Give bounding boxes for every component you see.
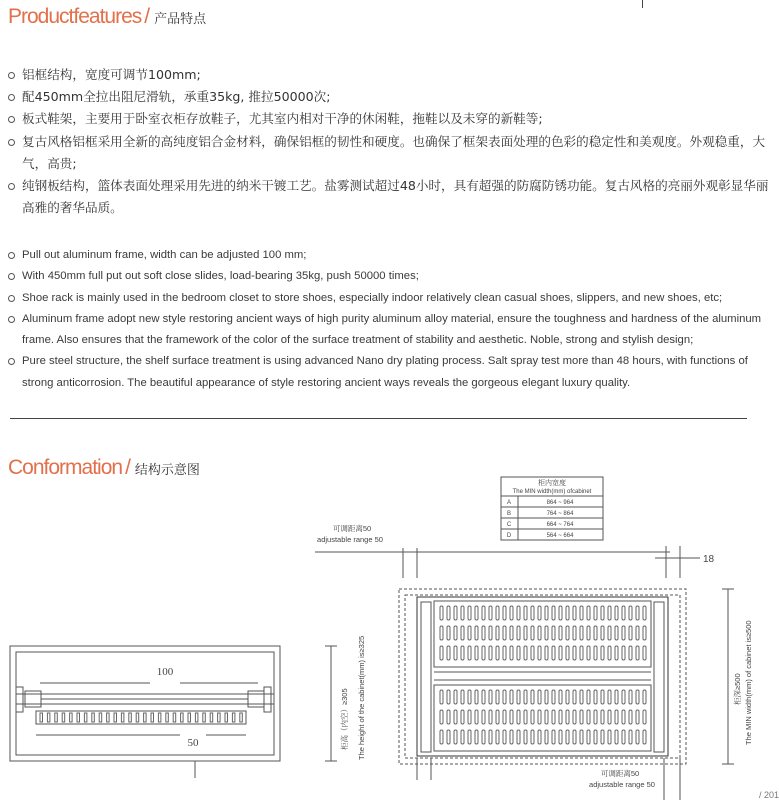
- vent-slot: [496, 626, 499, 640]
- vent-slot: [482, 606, 485, 620]
- vent-slot: [608, 646, 611, 660]
- table-row-range: 564 ~ 664: [546, 533, 574, 539]
- vent-slot: [608, 606, 611, 620]
- feature-zh-item: 铝框结构，宽度可调节100mm;: [8, 64, 773, 86]
- vent-slot: [517, 730, 520, 744]
- adjustable-range-top-en: adjustable range 50: [317, 535, 383, 544]
- vent-slot: [622, 710, 625, 724]
- rack-tooth: [77, 713, 80, 722]
- vent-slot: [538, 690, 541, 704]
- vent-slot: [643, 730, 646, 744]
- vent-slot: [475, 690, 478, 704]
- vent-slot: [566, 626, 569, 640]
- vent-slot: [447, 690, 450, 704]
- vent-slot: [510, 606, 513, 620]
- vent-slot: [622, 626, 625, 640]
- vent-slot: [552, 690, 555, 704]
- vent-slot: [545, 606, 548, 620]
- features-en-list: [8, 245, 773, 394]
- vent-slot: [524, 690, 527, 704]
- vent-slot: [510, 626, 513, 640]
- vent-slot: [524, 710, 527, 724]
- vent-slot: [643, 626, 646, 640]
- vent-slot: [594, 606, 597, 620]
- vent-slot: [461, 710, 464, 724]
- vent-slot: [517, 690, 520, 704]
- conformation-title-zh: 结构示意图: [134, 463, 200, 478]
- vent-slot: [545, 690, 548, 704]
- vent-slot: [559, 646, 562, 660]
- rack-tooth: [70, 713, 73, 722]
- rack-tooth: [181, 713, 184, 722]
- feature-zh-item: 纯钢板结构，篮体表面处理采用先进的纳米干镀工艺。盐雾测试超过48小时，具有超强的防腐防锈功能。复古风格的亮丽外观彰显华丽高雅的奢华品质。: [8, 175, 773, 219]
- vent-slot: [517, 710, 520, 724]
- rack-tooth: [225, 713, 228, 722]
- vent-slot: [615, 646, 618, 660]
- vent-slot: [622, 690, 625, 704]
- adjustable-range-bottom-en: adjustable range 50: [589, 780, 655, 789]
- table-row-label: A: [506, 500, 512, 506]
- rack-tooth: [136, 713, 139, 722]
- vent-slot: [468, 710, 471, 724]
- vent-slot: [524, 626, 527, 640]
- vent-slot: [531, 690, 534, 704]
- rack-tooth: [188, 713, 191, 722]
- vent-slot: [587, 646, 590, 660]
- top-view-cabinet: [399, 589, 686, 764]
- vent-slot: [629, 710, 632, 724]
- vent-slot: [524, 730, 527, 744]
- vent-slot: [503, 710, 506, 724]
- vent-slot: [482, 646, 485, 660]
- vent-slot: [447, 646, 450, 660]
- product-features-title-zh: 产品特点: [154, 12, 207, 27]
- vent-slot: [622, 730, 625, 744]
- conformation-title-en: Conformation: [8, 456, 123, 479]
- vent-slot: [622, 606, 625, 620]
- vent-slot: [566, 606, 569, 620]
- vent-slot: [461, 690, 464, 704]
- rack-tooth: [107, 713, 110, 722]
- vent-slot: [475, 626, 478, 640]
- vent-slot: [454, 730, 457, 744]
- rack-tooth: [210, 713, 213, 722]
- vent-slot: [475, 710, 478, 724]
- vent-slot: [468, 646, 471, 660]
- vent-slot: [622, 646, 625, 660]
- vent-slot: [594, 646, 597, 660]
- vent-slot: [573, 626, 576, 640]
- rack-tooth: [166, 713, 169, 722]
- vent-slot: [629, 646, 632, 660]
- vent-slot: [608, 710, 611, 724]
- rack-tooth: [92, 713, 95, 722]
- vent-slot: [447, 710, 450, 724]
- vent-slot: [629, 690, 632, 704]
- vent-slot: [482, 626, 485, 640]
- vent-slot: [517, 646, 520, 660]
- vent-slot: [503, 730, 506, 744]
- vent-slot: [608, 626, 611, 640]
- vent-slot: [496, 730, 499, 744]
- dimension-50: 50: [187, 737, 199, 749]
- vent-slot: [559, 710, 562, 724]
- vent-slot: [496, 710, 499, 724]
- vent-slot: [594, 626, 597, 640]
- vent-slot: [601, 710, 604, 724]
- feature-zh-item: 板式鞋架，主要用于卧室衣柜存放鞋子，尤其室内相对干净的休闲鞋，拖鞋以及未穿的新鞋等;: [8, 108, 773, 130]
- rack-tooth: [151, 713, 154, 722]
- vent-slot: [482, 690, 485, 704]
- vent-slot: [482, 730, 485, 744]
- table-title-zh: 柜内宽度: [538, 480, 566, 487]
- vent-slot: [566, 690, 569, 704]
- feature-zh-item: 复古风格铝框采用全新的高纯度铝合金材料，确保铝框的韧性和硬度。也确保了框架表面处理的色彩的稳定性和美观度。外观稳重，大气，高贵;: [8, 131, 773, 175]
- vent-slot: [601, 606, 604, 620]
- vent-slot: [587, 626, 590, 640]
- vent-slot: [461, 646, 464, 660]
- rack-tooth: [114, 713, 117, 722]
- vent-slot: [643, 690, 646, 704]
- rack-tooth: [240, 713, 243, 722]
- vent-slot: [608, 690, 611, 704]
- dimension-18: 18: [703, 554, 715, 565]
- vent-slot: [447, 626, 450, 640]
- feature-en-item: With 450mm full put out soft close slides, load-bearing 35kg, push 50000 times;: [8, 266, 773, 287]
- vent-slot: [573, 646, 576, 660]
- vent-slot: [538, 626, 541, 640]
- vent-slot: [482, 710, 485, 724]
- vent-slot: [454, 690, 457, 704]
- vent-slot: [636, 606, 639, 620]
- vent-slot: [601, 646, 604, 660]
- vent-slot: [454, 606, 457, 620]
- vent-slot: [643, 606, 646, 620]
- vent-slot: [573, 690, 576, 704]
- rack-tooth: [203, 713, 206, 722]
- front-view-shelf: [10, 646, 280, 778]
- vent-slot: [601, 690, 604, 704]
- rack-tooth: [218, 713, 221, 722]
- vent-slot: [496, 690, 499, 704]
- vent-slot: [440, 730, 443, 744]
- vent-slot: [468, 606, 471, 620]
- adjustable-range-top-zh: 可调距离50: [332, 524, 372, 533]
- vent-slot: [573, 606, 576, 620]
- product-features-title-en: Productfeatures: [8, 5, 142, 28]
- vent-slot: [629, 730, 632, 744]
- crop-mark: [642, 0, 643, 8]
- rack-tooth: [47, 713, 50, 722]
- vent-slot: [531, 606, 534, 620]
- vent-slot: [580, 606, 583, 620]
- vent-slot: [461, 730, 464, 744]
- vent-slot: [517, 626, 520, 640]
- dimension-100: 100: [156, 666, 174, 678]
- vent-slot: [587, 730, 590, 744]
- vent-slot: [468, 730, 471, 744]
- vent-slot: [461, 626, 464, 640]
- vent-slot: [545, 626, 548, 640]
- vent-slot: [440, 626, 443, 640]
- vent-slot: [601, 626, 604, 640]
- rack-tooth: [121, 713, 124, 722]
- vent-slot: [510, 646, 513, 660]
- vent-slot: [475, 646, 478, 660]
- section-divider: [10, 418, 747, 419]
- vent-slot: [573, 730, 576, 744]
- rack-tooth: [62, 713, 64, 722]
- vent-slot: [517, 606, 520, 620]
- vent-slot: [636, 710, 639, 724]
- vent-slot: [531, 626, 534, 640]
- vent-slot: [538, 646, 541, 660]
- rack-tooth: [173, 713, 176, 722]
- vent-slot: [636, 690, 639, 704]
- vent-slot: [440, 606, 443, 620]
- vent-slot: [440, 646, 443, 660]
- vent-slot: [587, 690, 590, 704]
- vent-slot: [601, 730, 604, 744]
- vent-slot: [440, 710, 443, 724]
- vent-slot: [580, 710, 583, 724]
- vent-slot: [636, 646, 639, 660]
- vent-slot: [489, 710, 492, 724]
- vent-slot: [496, 606, 499, 620]
- vent-slot: [580, 626, 583, 640]
- vent-slot: [580, 646, 583, 660]
- vent-slot: [510, 730, 513, 744]
- vent-slot: [496, 646, 499, 660]
- vent-slot: [552, 606, 555, 620]
- vent-slot: [454, 646, 457, 660]
- vent-slot: [475, 606, 478, 620]
- vent-slot: [447, 606, 450, 620]
- vent-slot: [580, 730, 583, 744]
- feature-en-item: Aluminum frame adopt new style restoring ancient ways of high purity aluminum alloy material, ensure the toughness and hardness of the aluminum frame. Also ensures that the framework of the color of the surface treatment of stability and aesthetic. Noble, strong and stylish design;: [8, 309, 773, 352]
- vent-slot: [524, 646, 527, 660]
- title-slash: /: [125, 456, 131, 479]
- rack-tooth: [129, 713, 132, 722]
- vent-slot: [636, 730, 639, 744]
- vent-slot: [566, 710, 569, 724]
- title-slash: /: [144, 5, 151, 28]
- vent-slot: [489, 690, 492, 704]
- vent-slot: [510, 690, 513, 704]
- vent-slot: [636, 626, 639, 640]
- rack-tooth: [195, 713, 198, 722]
- vent-slot: [552, 730, 555, 744]
- adjustable-range-bottom-zh: 可调距离50: [600, 769, 640, 778]
- vent-slot: [580, 690, 583, 704]
- vent-slot: [566, 730, 569, 744]
- vent-slot: [559, 730, 562, 744]
- rack-tooth: [84, 713, 87, 722]
- vent-slot: [615, 626, 618, 640]
- vent-slot: [503, 626, 506, 640]
- vent-slot: [475, 730, 478, 744]
- product-features-title: [8, 5, 206, 29]
- height-label-en: The height of the cabinet(mm) is≥325: [357, 635, 366, 760]
- vent-slot: [531, 730, 534, 744]
- rack-tooth: [158, 713, 161, 722]
- vent-slot: [552, 626, 555, 640]
- vent-slot: [503, 606, 506, 620]
- vent-slot: [615, 690, 618, 704]
- vent-slot: [552, 646, 555, 660]
- rack-tooth: [99, 713, 102, 722]
- table-row-range: 864 ~ 964: [546, 500, 574, 506]
- vent-slot: [454, 710, 457, 724]
- vent-slot: [615, 710, 618, 724]
- vent-slot: [559, 626, 562, 640]
- page-number: / 201: [758, 790, 779, 800]
- vent-slot: [531, 710, 534, 724]
- vent-slot: [440, 690, 443, 704]
- vent-slot: [489, 606, 492, 620]
- table-row-range: 764 ~ 864: [546, 511, 574, 517]
- feature-en-item: Pull out aluminum frame, width can be adjusted 100 mm;: [8, 245, 773, 266]
- vent-slot: [545, 646, 548, 660]
- vent-slot: [608, 730, 611, 744]
- vent-slot: [594, 690, 597, 704]
- vent-slot: [503, 646, 506, 660]
- table-title-en: The MIN width(mm) ofcabinet: [512, 489, 592, 495]
- vent-slot: [538, 710, 541, 724]
- vent-slot: [594, 730, 597, 744]
- vent-slot: [468, 626, 471, 640]
- vent-slot: [643, 646, 646, 660]
- vent-slot: [503, 690, 506, 704]
- table-row-range: 664 ~ 764: [546, 522, 574, 528]
- vent-slot: [587, 710, 590, 724]
- features-zh-list: [8, 64, 773, 219]
- rack-tooth: [232, 713, 235, 722]
- vent-slot: [538, 730, 541, 744]
- table-row-label: B: [506, 511, 512, 517]
- vent-slot: [545, 710, 548, 724]
- vent-slot: [531, 646, 534, 660]
- vent-slot: [629, 626, 632, 640]
- depth-label-zh: 柜深≥500: [733, 673, 742, 705]
- feature-en-item: Pure steel structure, the shelf surface treatment is using advanced Nano dry plating process. Salt spray test more than 48 hours, with functions of strong anticorrosion. The beautiful appearance of style restoring ancient ways reveals the gorgeous elegant luxury quality.: [8, 351, 773, 394]
- rack-tooth: [55, 713, 58, 722]
- vent-slot: [615, 730, 618, 744]
- table-row-label: C: [506, 522, 512, 528]
- rack-tooth: [144, 713, 147, 722]
- vent-slot: [454, 626, 457, 640]
- vent-slot: [489, 626, 492, 640]
- vent-slot: [510, 710, 513, 724]
- vent-slot: [615, 606, 618, 620]
- vent-slot: [538, 606, 541, 620]
- vent-slot: [489, 730, 492, 744]
- vent-slot: [447, 730, 450, 744]
- vent-slot: [573, 710, 576, 724]
- conformation-diagram: [0, 460, 779, 800]
- vent-slot: [489, 646, 492, 660]
- vent-slot: [559, 690, 562, 704]
- rack-tooth: [40, 713, 43, 722]
- vent-slot: [643, 710, 646, 724]
- vent-slot: [559, 606, 562, 620]
- vent-slot: [545, 730, 548, 744]
- vent-slot: [594, 710, 597, 724]
- depth-label-en: The MIN width(mm) of cabinet is≥500: [744, 620, 753, 745]
- feature-en-item: Shoe rack is mainly used in the bedroom closet to store shoes, especially indoor relatively clean casual shoes, slippers, and new shoes, etc;: [8, 288, 773, 309]
- vent-slot: [468, 690, 471, 704]
- height-label-zh: 柜高（内空）≥305: [340, 688, 349, 750]
- vent-slot: [552, 710, 555, 724]
- vent-slot: [566, 646, 569, 660]
- table-row-label: D: [506, 533, 512, 539]
- vent-slot: [461, 606, 464, 620]
- feature-zh-item: 配450mm全拉出阻尼滑轨，承重35kg, 推拉50000次;: [8, 86, 773, 108]
- vent-slot: [587, 606, 590, 620]
- vent-slot: [524, 606, 527, 620]
- width-table: [501, 477, 603, 540]
- vent-slot: [629, 606, 632, 620]
